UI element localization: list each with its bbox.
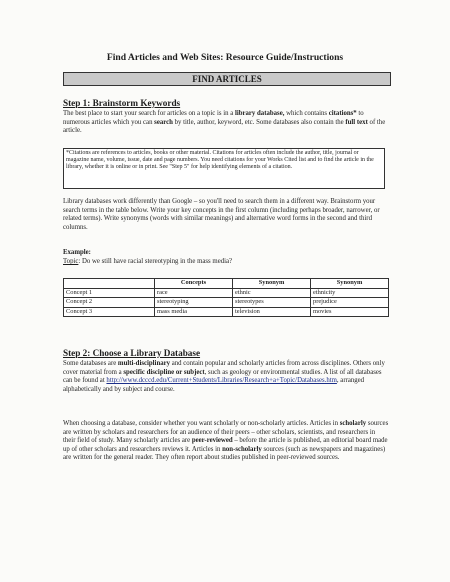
text-run: which contains: [284, 110, 329, 117]
table-header-row: [64, 279, 389, 289]
table-cell: stereotypes: [233, 298, 311, 308]
citation-note-box: *Citations are references to articles, books or other material. Citations for articles often include the author, title, journal or magazine name, volume, issue, date and page numbers. You need citations for your Works Cited list and to find the article in the library, whether it is online or in print. See "Step 5" for help identifying elements of a citation.: [63, 148, 385, 189]
text-run: When choosing a database, consider whether you want scholarly or non-scholarly articles. Articles in: [63, 420, 340, 427]
table-cell: Concept 3: [64, 307, 155, 317]
page-title: Find Articles and Web Sites: Resource Guide/Instructions: [106, 52, 344, 63]
table-header-cell: Concepts: [155, 279, 233, 289]
table-header-cell: Synonym: [233, 279, 311, 289]
emphasis-text: specific discipline or subject: [123, 368, 205, 376]
text-run: and contain popular and scholarly articles from across disciplines. Others only cover material from a: [63, 360, 385, 376]
table-cell: Concept 1: [64, 288, 155, 298]
example-label: Example:: [63, 249, 91, 256]
table-cell: ethnic: [233, 288, 311, 298]
step1-intro-paragraph: [63, 110, 389, 136]
text-run: of the article.: [63, 118, 386, 135]
text-run: The best place to start your search for articles on a topic is in a: [63, 110, 235, 117]
table-header-cell: Synonym: [311, 279, 389, 289]
emphasis-text: non-scholarly: [222, 445, 262, 453]
text-run: Some databases are: [63, 360, 118, 367]
text-run: to numerous articles which you can: [63, 110, 364, 126]
step2-heading: Step 2: Choose a Library Database: [63, 348, 201, 358]
table-row: [64, 307, 389, 317]
text-run: by title, author, keyword, etc. Some databases also contain the: [172, 118, 346, 126]
emphasis-text: scholarly: [339, 420, 367, 427]
step1-databases-paragraph: Library databases work differently than Google – so you'll need to search them in a different way. Brainstorm your search terms in the table below. Write your key concepts in the first column (including perhaps broader, narrower, or related terms). Write synonyms (words with similar meanings) and alternative word forms in the second and third columns.: [63, 198, 380, 231]
emphasis-text: full text: [345, 118, 368, 126]
example-topic: [63, 258, 232, 265]
step1-heading: Step 1: Brainstorm Keywords: [63, 98, 181, 108]
text-run: – before the article is published, an editorial board made up of other scholars and researchers reviews it. Articles in: [63, 437, 388, 453]
table-cell: race: [155, 288, 233, 298]
table-cell: movies: [311, 307, 389, 317]
emphasis-text: library database,: [234, 110, 285, 117]
topic-text: : Do we still have racial stereotyping in the mass media?: [78, 258, 233, 265]
topic-label: Topic: [63, 258, 79, 265]
emphasis-text: peer-reviewed: [191, 437, 233, 445]
table-row: [64, 298, 389, 308]
emphasis-text: multi-disciplinary: [117, 360, 171, 367]
step2-intro-paragraph: [63, 360, 389, 394]
table-cell: stereotyping: [155, 298, 233, 308]
table-header-cell: [64, 279, 155, 289]
section-banner: FIND ARTICLES: [63, 72, 391, 86]
text-run: sources (such as newspapers and magazines) are written for the general reader. They often report about studies published in peer-reviewed sources.: [63, 445, 386, 462]
table-cell: television: [233, 307, 311, 317]
step2-scholarly-paragraph: [63, 420, 389, 463]
table-row: [64, 288, 389, 298]
table-cell: ethnicity: [311, 288, 389, 298]
text-run: sources are written by scholars and researchers for an audience of their peers – other scholars, scientists, and researchers in their field of study. Many scholarly articles are: [63, 420, 389, 445]
text-run: , arranged alphabetically and by subject and course.: [63, 377, 365, 393]
keywords-table: [63, 278, 389, 317]
table-cell: Concept 2: [64, 298, 155, 308]
emphasis-text: search: [154, 118, 173, 126]
emphasis-text: citations*: [328, 110, 357, 117]
text-run: , such as geology or environmental studies. A list of all databases can be found at: [63, 368, 382, 385]
table-cell: mass media: [155, 307, 233, 317]
table-cell: prejudice: [311, 298, 389, 308]
databases-link[interactable]: http://www.dcccd.edu/Current+Students/Libraries/Research+a+Topic/Databases.htm: [106, 377, 337, 385]
